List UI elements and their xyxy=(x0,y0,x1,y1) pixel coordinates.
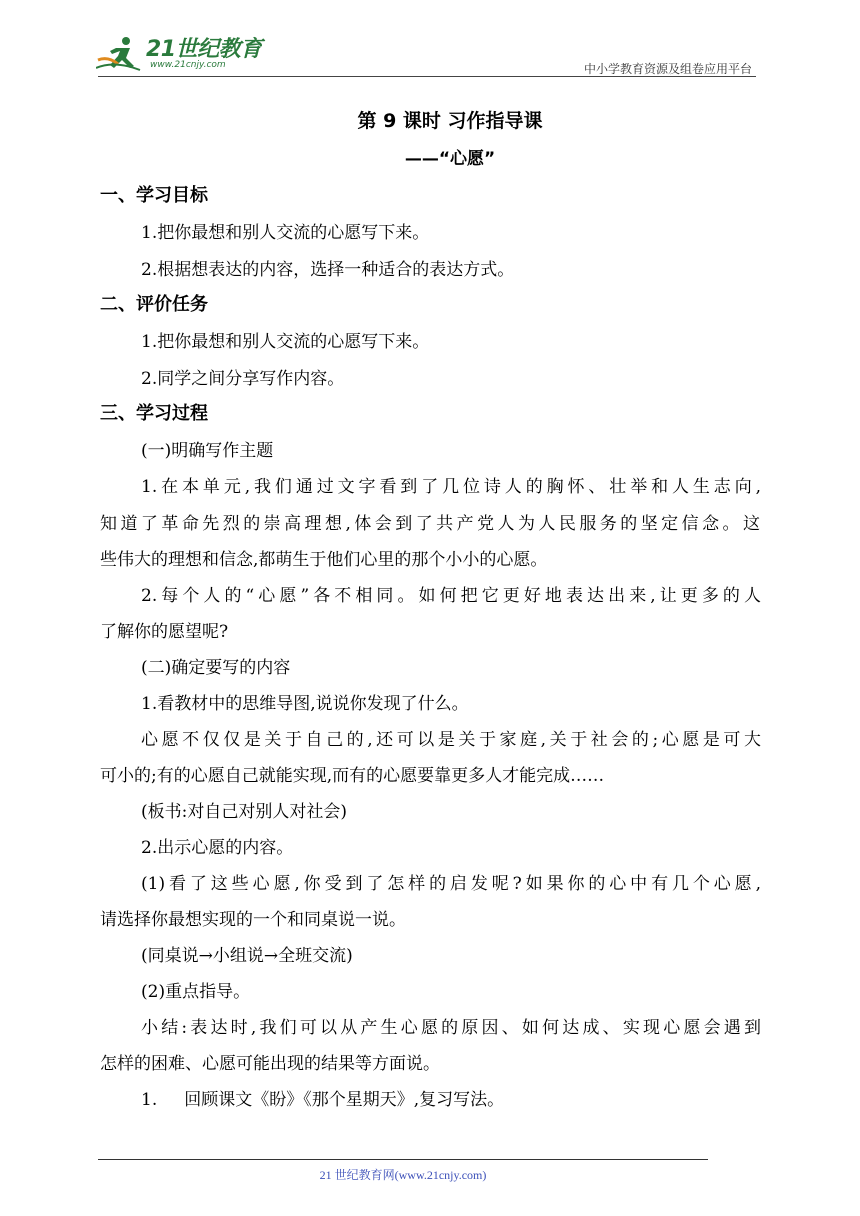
footer-divider xyxy=(98,1159,708,1160)
subsection-heading: (二)确定要写的内容 xyxy=(141,658,291,678)
paragraph-line: 些伟大的理想和信念,都萌生于他们心里的那个小小的心愿。 xyxy=(100,550,548,570)
section-heading-tasks: 二、评价任务 xyxy=(100,294,208,315)
paragraph-line: 2.每个人的“心愿”各不相同。如何把它更好地表达出来,让更多的人 xyxy=(141,586,761,606)
paragraph-line: 小结:表达时,我们可以从产生心愿的原因、如何达成、实现心愿会遇到 xyxy=(141,1018,761,1038)
section-heading-goals: 一、学习目标 xyxy=(100,185,208,206)
paragraph-line: 知道了革命先烈的崇高理想,体会到了共产党人为人民服务的坚定信念。这 xyxy=(100,514,760,534)
section-heading-process: 三、学习过程 xyxy=(100,403,208,424)
header-divider xyxy=(98,76,756,77)
footer-text[interactable]: 21 世纪教育网(www.21cnjy.com) xyxy=(319,1168,487,1182)
paragraph-line: 1.在本单元,我们通过文字看到了几位诗人的胸怀、壮举和人生志向, xyxy=(141,477,761,497)
platform-name: 中小学教育资源及组卷应用平台 xyxy=(583,62,752,76)
paragraph-line: 了解你的愿望呢? xyxy=(100,622,229,642)
paragraph-line: 怎样的困难、心愿可能出现的结果等方面说。 xyxy=(100,1054,440,1074)
paragraph-line: 可小的;有的心愿自己就能实现,而有的心愿要靠更多人才能完成…… xyxy=(100,766,605,786)
goal-item: 2.根据想表达的内容，选择一种适合的表达方式。 xyxy=(141,260,515,280)
site-logo xyxy=(96,28,276,78)
paragraph-line: (同桌说→小组说→全班交流) xyxy=(141,946,353,966)
paragraph-line: (2)重点指导。 xyxy=(141,982,251,1002)
paragraph-line: 心愿不仅仅是关于自己的,还可以是关于家庭,关于社会的;心愿是可大 xyxy=(141,730,761,750)
logo-url: www.21cnjy.com xyxy=(150,60,226,70)
logo-text: 21世纪教育 xyxy=(146,37,262,62)
task-item: 1.把你最想和别人交流的心愿写下来。 xyxy=(141,332,430,352)
lesson-title: 第 9 课时 习作指导课 xyxy=(357,110,543,132)
paragraph-line: (板书:对自己对别人对社会) xyxy=(141,802,347,822)
lesson-subtitle: ——“心愿” xyxy=(404,149,496,169)
paragraph-line: 2.出示心愿的内容。 xyxy=(141,838,294,858)
paragraph-line: (1)看了这些心愿,你受到了怎样的启发呢?如果你的心中有几个心愿, xyxy=(141,874,761,894)
task-item: 2.同学之间分享写作内容。 xyxy=(141,369,345,389)
goal-item: 1.把你最想和别人交流的心愿写下来。 xyxy=(141,223,430,243)
paragraph-line: 请选择你最想实现的一个和同桌说一说。 xyxy=(100,910,406,930)
paragraph-line: 1.看教材中的思维导图,说说你发现了什么。 xyxy=(141,694,469,714)
page-header xyxy=(96,28,760,80)
subsection-heading: (一)明确写作主题 xyxy=(141,441,274,461)
paragraph-line: 1. 回顾课文《盼》《那个星期天》,复习写法。 xyxy=(141,1090,505,1110)
runner-logo-icon xyxy=(96,34,144,74)
